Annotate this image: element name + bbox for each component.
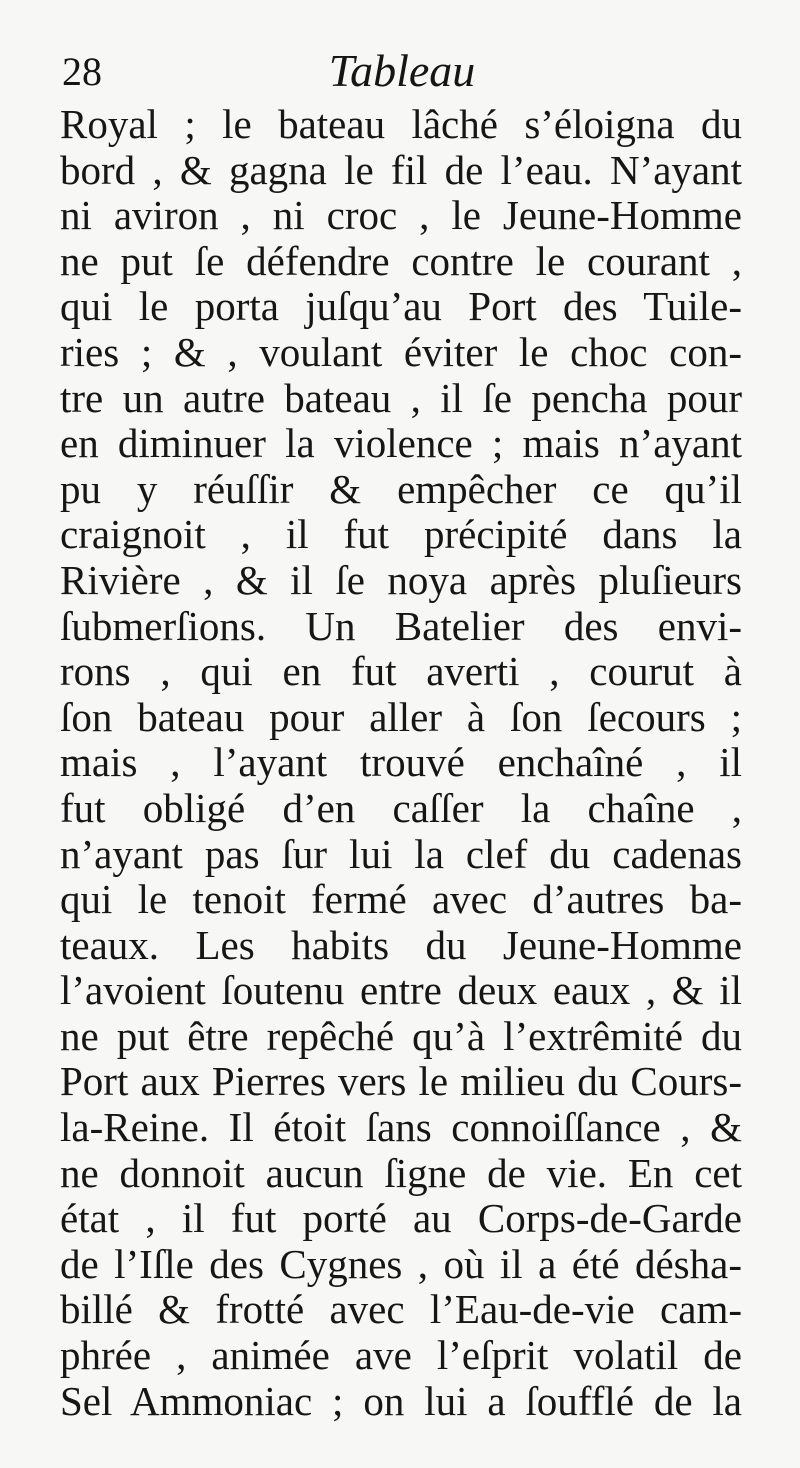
text-line: Royal ; le bateau lâché s’éloigna du [60,101,742,147]
text-line: teaux. Les habits du Jeune-Homme [60,921,742,968]
text-line: Sel Ammoniac ; on lui a ſoufflé de la [60,1377,742,1424]
text-line: mais , l’ayant trouvé enchaîné , il [60,739,742,786]
text-line: qui le porta juſqu’au Port des Tuile- [60,283,742,330]
body-text [60,102,742,1424]
text-line: tre un autre bateau , il ſe pencha pour [60,374,742,421]
page-number: 28 [62,49,102,94]
text-line: ries ; & , voulant éviter le choc con- [60,328,742,375]
running-title: Tableau [328,45,476,96]
text-line: ni aviron , ni croc , le Jeune-Homme [60,192,742,239]
text-line: billé & frotté avec l’Eau-de-vie cam- [60,1286,742,1333]
text-line: fut obligé d’en caſſer la chaîne , [60,784,742,831]
text-line: de l’Iſle des Cygnes , où il a été désha- [60,1240,742,1287]
text-line: ne put être repêché qu’à l’extrêmité du [60,1012,742,1059]
text-line: la-Reine. Il étoit ſans connoiſſance , & [60,1104,742,1151]
page-header [62,40,742,104]
text-line: n’ayant pas ſur lui la clef du cadenas [60,830,742,877]
text-line: craignoit , il fut précipité dans la [60,511,742,558]
text-line: pu y réuſſir & empêcher ce qu’il [60,465,742,512]
text-line: Rivière , & il ſe noya après pluſieurs [60,556,742,603]
text-line: phrée , animée ave l’eſprit volatil de [60,1332,742,1379]
text-line: en diminuer la violence ; mais n’ayant [60,420,742,467]
text-line: ne donnoit aucun ſigne de vie. En cet [60,1149,742,1196]
text-line: Port aux Pierres vers le milieu du Cours- [60,1058,742,1105]
text-line: état , il fut porté au Corps-de-Garde [60,1195,742,1242]
text-line: rons , qui en fut averti , courut à [60,648,742,695]
text-line: ſon bateau pour aller à ſon ſecours ; [60,693,742,740]
text-line: bord , & gagna le fil de l’eau. N’ayant [60,146,742,193]
text-line: ne put ſe défendre contre le courant , [60,237,742,284]
text-line: l’avoient ſoutenu entre deux eaux , & il [60,967,742,1014]
text-line: qui le tenoit fermé avec d’autres ba- [60,876,742,923]
text-line: ſubmerſions. Un Batelier des envi- [60,602,742,649]
